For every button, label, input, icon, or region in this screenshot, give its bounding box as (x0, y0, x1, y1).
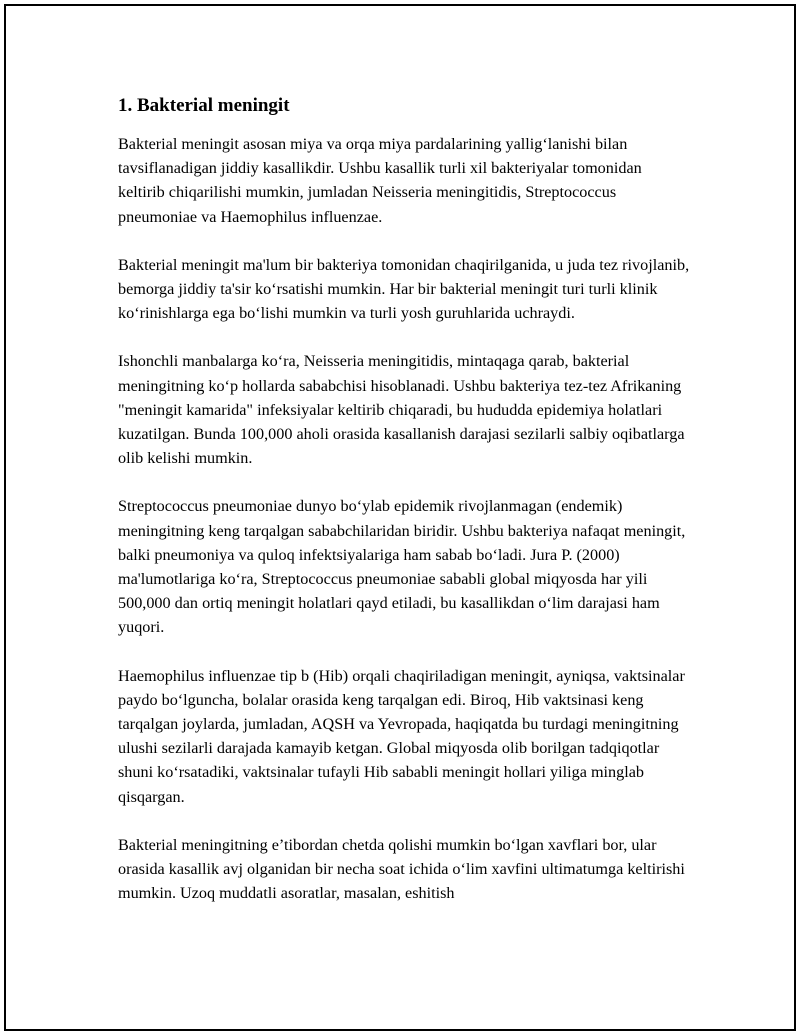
paragraph-2: Bakterial meningit ma'lum bir bakteriya tomonidan chaqirilganida, u juda tez rivojlanib, bemorga jiddiy ta'sir ko‘rsatishi mumkin. Har bir bakterial meningit turi turli klinik ko‘rinishlarga ega bo‘lishi mumkin va turli yosh guruhlarida uchraydi. (118, 255, 690, 323)
paragraph-6: Bakterial meningitning e’tibordan chetda qolishi mumkin bo‘lgan xavflari bor, ular orasida kasallik avj olganidan bir necha soat ichida o‘lim xavfini ultimatumga keltirishi mumkin. Uzoq muddatli asoratlar, masalan, eshitish (118, 835, 685, 903)
paragraph-5: Haemophilus influenzae tip b (Hib) orqali chaqiriladigan meningit, ayniqsa, vaktsinalar paydo bo‘lguncha, bolalar orasida keng tarqalgan edi. Biroq, Hib vaktsinasi keng tarqalgan joylarda, jumladan, AQSH va Yevropada, haqiqatda bu turdagi meningitning ulushi sezilarli darajada kamayib ketgan. Global miqyosda olib borilgan tadqiqotlar shuni ko‘rsatadiki, vaktsinalar tufayli Hib sababli meningit hollari yiliga minglab qisqargan. (118, 666, 685, 806)
paragraph-4: Streptococcus pneumoniae dunyo bo‘ylab epidemik rivojlanmagan (endemik) meningitning keng tarqalgan sababchilaridan biridir. Ushbu bakteriya nafaqat meningit, balki pneumoniya va quloq infektsiyalariga ham sabab bo‘ladi. Jura P. (2000) ma'lumotlariga ko‘ra, Streptococcus pneumoniae sababli global miqyosda har yili 500,000 dan ortiq meningit holatlari qayd etiladi, bu kasallikdan o‘lim darajasi ham yuqori. (118, 497, 686, 637)
section-heading: 1. Bakterial meningit (118, 95, 290, 116)
paragraph-1: Bakterial meningit asosan miya va orqa miya pardalarining yallig‘lanishi bilan tavsiflanadigan jiddiy kasallikdir. Ushbu kasallik turli xil bakteriyalar tomonidan keltirib chiqarilishi mumkin, jumladan Neisseria meningitidis, Streptococcus pneumoniae va Haemophilus influenzae. (118, 135, 642, 226)
document-body (118, 94, 690, 929)
paragraph-3: Ishonchli manbalarga ko‘ra, Neisseria meningitidis, mintaqaga qarab, bakterial meningitning ko‘p hollarda sababchisi hisoblanadi. Ushbu bakteriya tez-tez Afrikaning "meningit kamarida" infeksiyalar keltirib chiqaradi, bu hududda epidemiya holatlari kuzatilgan. Bunda 100,000 aholi orasida kasallanish darajasi sezilarli salbiy oqibatlarga olib kelishi mumkin. (118, 352, 685, 468)
